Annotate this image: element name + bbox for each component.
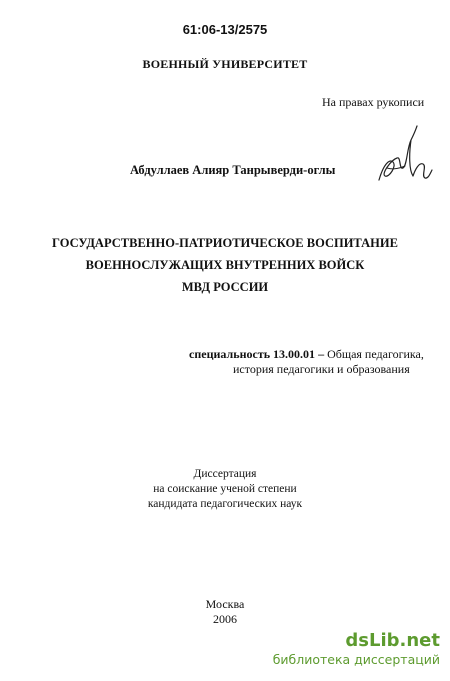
- title-line: ГОСУДАРСТВЕННО-ПАТРИОТИЧЕСКОЕ ВОСПИТАНИЕ: [52, 236, 398, 250]
- manuscript-rights-note: На правах рукописи: [322, 95, 425, 109]
- title-line: МВД РОССИИ: [181, 280, 269, 294]
- specialty-line: [189, 347, 424, 362]
- degree-line: Диссертация: [193, 468, 257, 480]
- watermark-tagline: библиотека диссертаций: [272, 652, 440, 667]
- city: Москва: [205, 597, 245, 611]
- library-watermark: [273, 631, 440, 668]
- specialty-code: специальность 13.00.01: [189, 347, 316, 361]
- degree-line: на соискание ученой степени: [153, 483, 297, 495]
- dissertation-title: [0, 232, 450, 298]
- specialty-block: [189, 347, 424, 377]
- institution-name: ВОЕННЫЙ УНИВЕРСИТЕТ: [142, 57, 308, 71]
- specialty-dash: –: [315, 347, 328, 361]
- degree-statement: [0, 467, 450, 512]
- specialty-name: Общая педагогика,: [327, 347, 424, 361]
- catalog-number: 61:06-13/2575: [182, 22, 268, 37]
- degree-line: кандидата педагогических наук: [147, 498, 303, 510]
- watermark-logo: dsLib.net: [345, 630, 440, 651]
- specialty-name-continued: история педагогики и образования: [233, 362, 410, 376]
- handwritten-signature: [375, 118, 435, 198]
- title-line: ВОЕННОСЛУЖАЩИХ ВНУТРЕННИХ ВОЙСК: [85, 258, 365, 272]
- year: 2006: [213, 612, 237, 626]
- author-name: Абдуллаев Алияр Танрыверди-оглы: [130, 163, 336, 177]
- place-and-year: [0, 597, 450, 627]
